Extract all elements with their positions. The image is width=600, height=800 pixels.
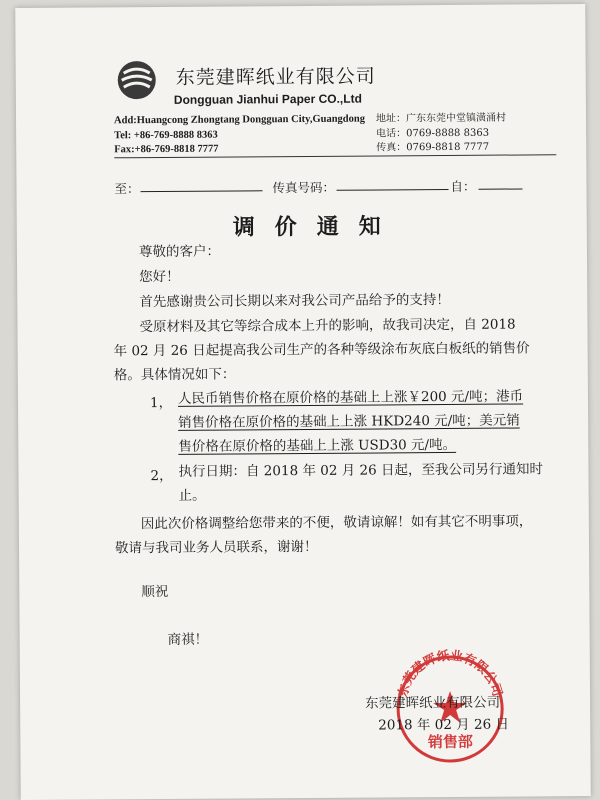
- paragraph-reason-line3: 格。具体情况如下：: [113, 366, 236, 384]
- closing-wish: 顺祝: [141, 583, 169, 601]
- stamp-inner-text: 销售部: [427, 732, 473, 752]
- item-2-line2: 止。: [178, 487, 206, 504]
- signature-date: 2018 年 02 月 26 日: [378, 716, 509, 734]
- paragraph-thanks: 首先感谢贵公司长期以来对我公司产品给予的支持！: [139, 291, 450, 311]
- item-2-line1: 执行日期：自 2018 年 02 月 26 日起，至我公司另行通知时: [178, 461, 544, 480]
- stamp-outer-text: 东莞建晖纸业有限公司: [394, 647, 506, 699]
- paragraph-apology-line2: 敬请与我司业务人员联系，谢谢！: [114, 538, 318, 557]
- tel-en: Tel: +86-769-8888 8363: [114, 129, 218, 141]
- company-name-en: Dongguan Jianhui Paper CO.,Ltd: [173, 91, 362, 107]
- item-2-number: 2，: [150, 467, 173, 485]
- item-1-line3: 售价格在原价格的基础上上涨 USD30 元/吨。: [178, 436, 457, 455]
- item-1-line1: 人民币销售价格在原价格的基础上上涨￥200 元/吨；港币: [177, 388, 524, 407]
- company-logo-icon: [116, 59, 158, 101]
- address-cn: 地址：广东东莞中堂镇潢涌村: [375, 112, 507, 125]
- to-label: 至：: [114, 181, 140, 197]
- fax-fields-row: [114, 176, 564, 197]
- paragraph-reason-line2: 年 02 月 26 日起提高我公司生产的各种等级涂布灰底白板纸的销售价: [113, 340, 530, 360]
- item-1-line2: 销售价格在原价格的基础上上涨 HKD240 元/吨；美元销: [178, 412, 520, 431]
- paragraph-reason-line1: 受原材料及其它等综合成本上升的影响，故我司决定，自 2018: [139, 316, 516, 336]
- company-name-cn: 东莞建晖纸业有限公司: [175, 65, 376, 89]
- fax-number-blank: [336, 177, 448, 191]
- fax-en: Fax:+86-769-8818 7777: [114, 143, 219, 156]
- from-label: 自：: [450, 178, 476, 194]
- item-1-number: 1，: [149, 394, 173, 412]
- signature-company: 东莞建晖纸业有限公司: [365, 694, 501, 712]
- tel-cn: 电话：0769-8888 8363: [376, 127, 490, 139]
- to-blank: [140, 178, 262, 192]
- address-en: Add:Huangcong Zhongtang Dongguan City,Guangdong: [113, 113, 365, 127]
- contact-block-cn: [376, 112, 506, 156]
- closing-regards: 商祺！: [167, 631, 209, 648]
- fax-cn: 传真：0769-8818 7777: [376, 141, 490, 154]
- letter-page: [15, 4, 591, 800]
- greeting: 您好！: [139, 268, 180, 286]
- notice-title: 调价通知: [232, 213, 401, 241]
- paragraph-apology-line1: 因此次价格调整给您带来的不便，敬请谅解！如有其它不明事项，: [140, 513, 533, 533]
- from-blank: [478, 176, 522, 189]
- salutation: 尊敬的客户：: [138, 243, 221, 261]
- contact-block-en: [114, 113, 365, 158]
- fax-number-label: 传真号码：: [272, 179, 336, 196]
